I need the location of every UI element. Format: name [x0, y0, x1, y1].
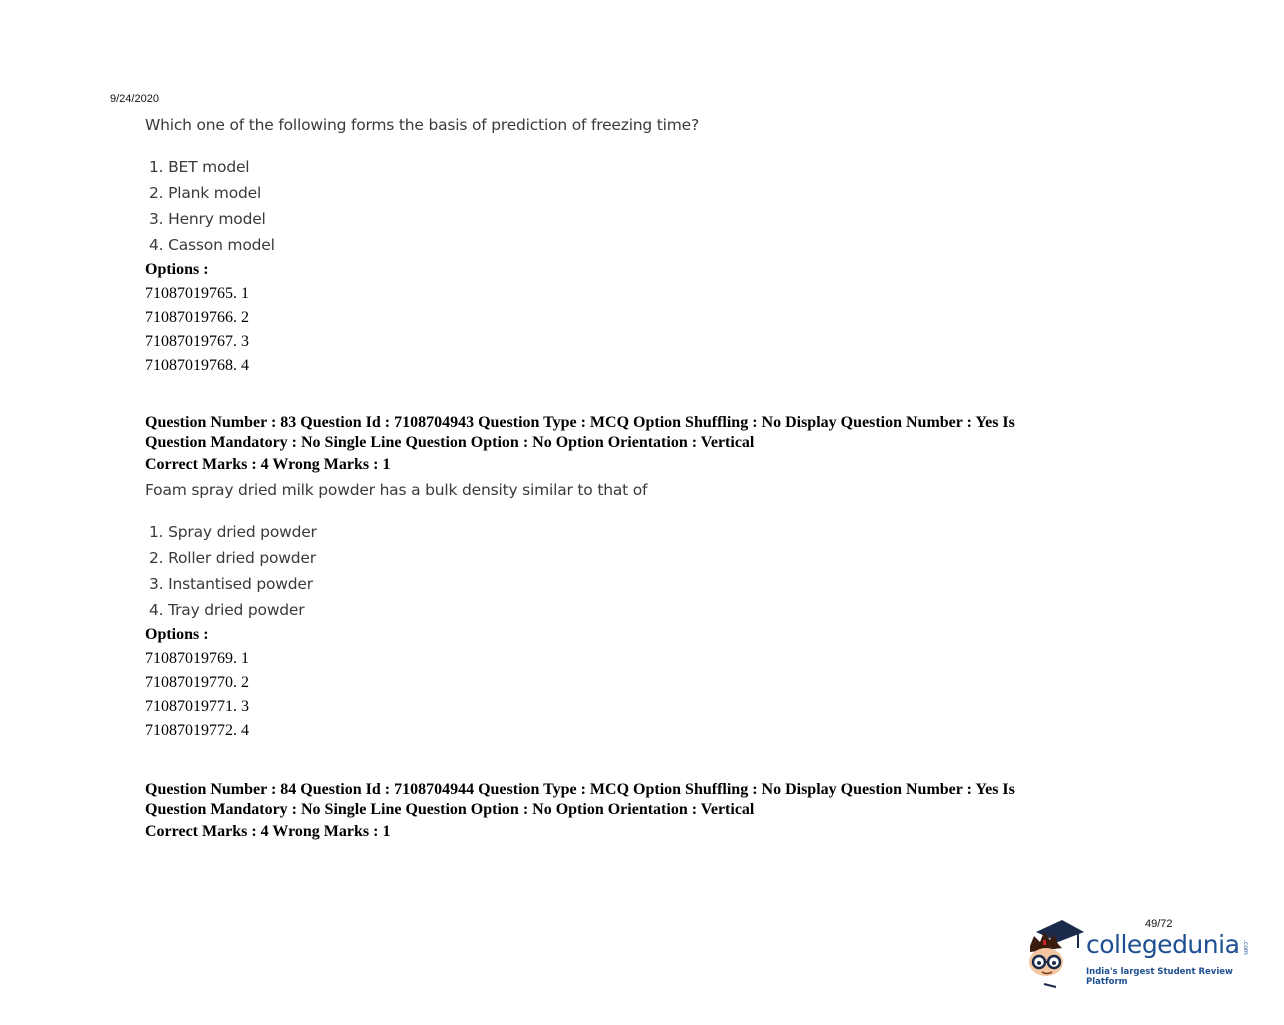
option-id: 71087019772. 4 — [145, 722, 249, 739]
choice-item: 1. BET model — [149, 158, 250, 176]
page-number: 49/72 — [1145, 918, 1173, 930]
choice-item: 2. Plank model — [149, 184, 262, 202]
choice-item: 3. Henry model — [149, 210, 266, 228]
question-text: Foam spray dried milk powder has a bulk density similar to that of — [145, 481, 648, 499]
option-id: 71087019765. 1 — [145, 285, 249, 302]
logo-wordmark: collegedunia — [1086, 930, 1240, 959]
choice-list — [145, 154, 1105, 258]
question-meta-line: Question Mandatory : No Single Line Question Option : No Option Orientation : Vertical — [145, 801, 755, 818]
question-meta — [145, 780, 1105, 820]
option-id: 71087019769. 1 — [145, 650, 249, 667]
question-marks: Correct Marks : 4 Wrong Marks : 1 — [145, 823, 391, 840]
choice-item: 4. Tray dried powder — [149, 601, 305, 619]
option-id: 71087019771. 3 — [145, 698, 249, 715]
option-id: 71087019770. 2 — [145, 674, 249, 691]
collegedunia-logo — [1022, 918, 1257, 990]
question-meta-line: Question Number : 83 Question Id : 7108704943 Question Type : MCQ Option Shuffling : No Display Question Number : Yes Is — [145, 414, 1015, 431]
question-marks: Correct Marks : 4 Wrong Marks : 1 — [145, 456, 391, 473]
logo-tagline: India's largest Student Review Platform — [1086, 967, 1233, 987]
choice-list — [145, 519, 1105, 623]
question-text: Which one of the following forms the basis of prediction of freezing time? — [145, 116, 700, 134]
question-84 — [145, 780, 1105, 844]
logo-domain: .com — [1242, 940, 1249, 955]
mascot-icon — [1022, 918, 1084, 990]
choice-item: 4. Casson model — [149, 236, 275, 254]
print-date: 9/24/2020 — [110, 93, 159, 105]
question-meta — [145, 413, 1105, 453]
question-83 — [145, 413, 1105, 743]
choice-item: 3. Instantised powder — [149, 575, 313, 593]
question-meta-line: Question Number : 84 Question Id : 7108704944 Question Type : MCQ Option Shuffling : No Display Question Number : Yes Is — [145, 781, 1015, 798]
option-id: 71087019766. 2 — [145, 309, 249, 326]
question-meta-line: Question Mandatory : No Single Line Question Option : No Option Orientation : Vertical — [145, 434, 755, 451]
choice-item: 2. Roller dried powder — [149, 549, 316, 567]
options-heading: Options : — [145, 626, 209, 643]
choice-item: 1. Spray dried powder — [149, 523, 317, 541]
option-id: 71087019767. 3 — [145, 333, 249, 350]
question-82 — [145, 116, 1105, 378]
option-id: 71087019768. 4 — [145, 357, 249, 374]
options-heading: Options : — [145, 261, 209, 278]
